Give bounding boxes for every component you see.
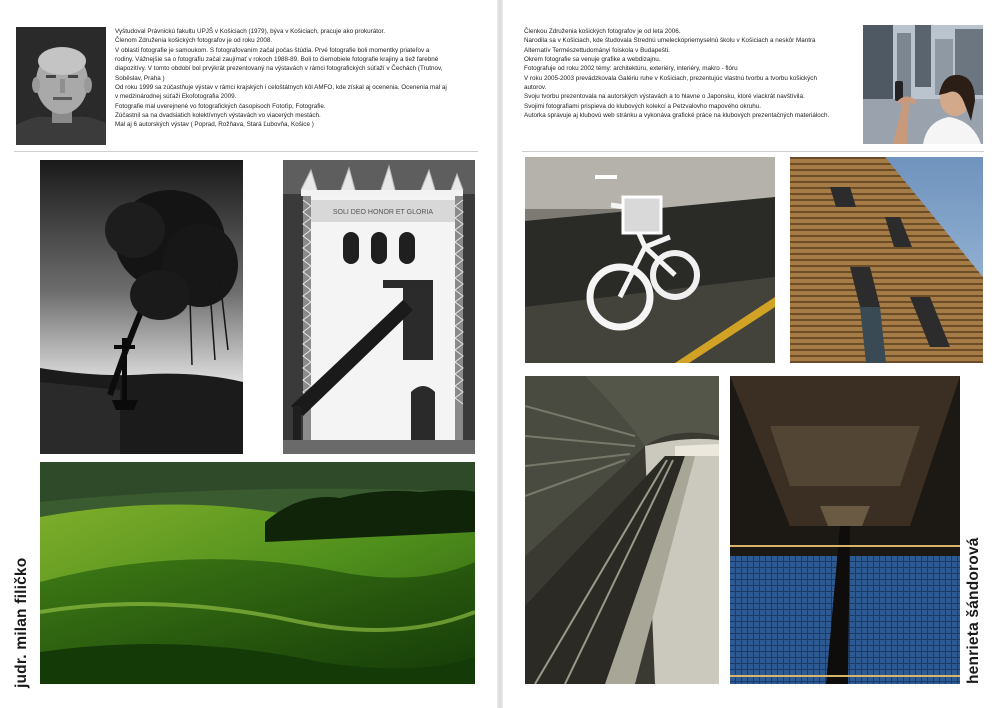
header-divider — [14, 151, 478, 152]
bio-line: Členom Združenia košických fotografov je od roku 2008. — [115, 37, 273, 45]
bio-line: Fotografie mal uverejnené vo fotografických časopisoch Fotoťip, Fotografie. — [115, 102, 326, 110]
bio-line: Od roku 1999 sa zúčastňuje výstav v rámci krajských i celoštátnych kôl AMFO, kde získal aj ocenenia. Ocenenia mal aj — [115, 84, 447, 92]
photo-green-hills — [40, 462, 475, 684]
photo-snow-bicycle — [525, 157, 775, 363]
bio-line: V roku 2005-2003 prevádzkovala Galériu ruhe v Košiciach, prezentujúc vlastnú tvorbu a tvorbu košických — [524, 74, 817, 82]
bio-line: Narodila sa v Košiciach, kde študovala Strednú umeleckopriemyselnú školu v Košiciach a neskôr Mantra — [524, 37, 816, 45]
photo-renaissance-belfry — [283, 160, 475, 454]
bio-line: V oblasti fotografie je samoukom. S fotografovaním začal počas štúdia. Prvé fotografie boli momentky priateľov a — [115, 46, 430, 54]
bio-line: diapozitívy. V tomto období bol prvýkrát prezentovaný na výstavách v rámci fotografických súťaží v Čechách (Trutnov, — [115, 65, 443, 73]
bio-line: Soběslav, Praha ) — [115, 74, 165, 82]
photo-building-interior-reflection — [730, 376, 960, 684]
bio-line: Vyštudoval Právnickú fakultu UPJŠ v Košiciach (1979), býva v Košiciach, pracuje ako prokurátor. — [115, 28, 385, 35]
bio-line: autorov. — [524, 84, 547, 92]
bio-line: Svojimi fotografiami prispieva do klubových kolekcí a Petzvalovho mapového okruhu. — [524, 102, 761, 110]
bio-line: Okrem fotografie sa venuje grafike a webdizajnu. — [524, 56, 661, 64]
bio-henrieta-sandorova — [524, 27, 829, 120]
bio-line: Fotografuje od roku 2002 témy: architektúru, exteriéry, interiéry, makro - flóru — [524, 65, 738, 73]
bio-line: rodiny. Vážnejšie sa o fotografiu začal zaujímať v rokoch 1988-89. Boli to čiernobiele fotografie krajiny a tiež farebné — [115, 56, 439, 64]
bio-line: v medzinárodnej súťaži Ekofotografia 2009. — [115, 93, 237, 101]
tower-inscription: SOLI DEO HONOR ET GLORIA — [332, 209, 434, 216]
bio-line: Autorka spravuje aj klubovú web stránku a vykonáva grafické práce na klubových prezentačných materiáloch. — [524, 112, 830, 120]
portrait-milan-filicko — [16, 27, 106, 145]
bio-line: Alternatív Természettudományi foiskola v Budapešti. — [524, 46, 670, 54]
bio-milan-filicko — [115, 27, 447, 130]
portrait-henrieta-sandorova — [863, 25, 983, 144]
photo-building-facade — [790, 157, 983, 363]
page-gutter — [497, 0, 503, 708]
bio-line: Členkou Združenia košických fotografov je od leta 2006. — [524, 28, 681, 35]
photo-tree-and-cross — [40, 160, 243, 454]
photo-metro-tunnel — [525, 376, 719, 684]
author-name-henrieta-sandorova: henrieta šándorová — [965, 537, 982, 684]
header-divider — [522, 151, 984, 152]
bio-line: Zúčastnil sa na dvadsiatich kolektívnych výstavách vo viacerých mestách. — [115, 112, 321, 120]
bio-line: Svoju tvorbu prezentovala na autorských výstavách a to hlavne o Japonsku, ktoré viackrát navštívila. — [524, 93, 805, 101]
author-name-milan-filicko: judr. milan filičko — [13, 557, 30, 688]
bio-line: Mal aj 6 autorských výstav ( Poprad, Rožňava, Stará Ľubovňa, Košice ) — [115, 121, 314, 129]
